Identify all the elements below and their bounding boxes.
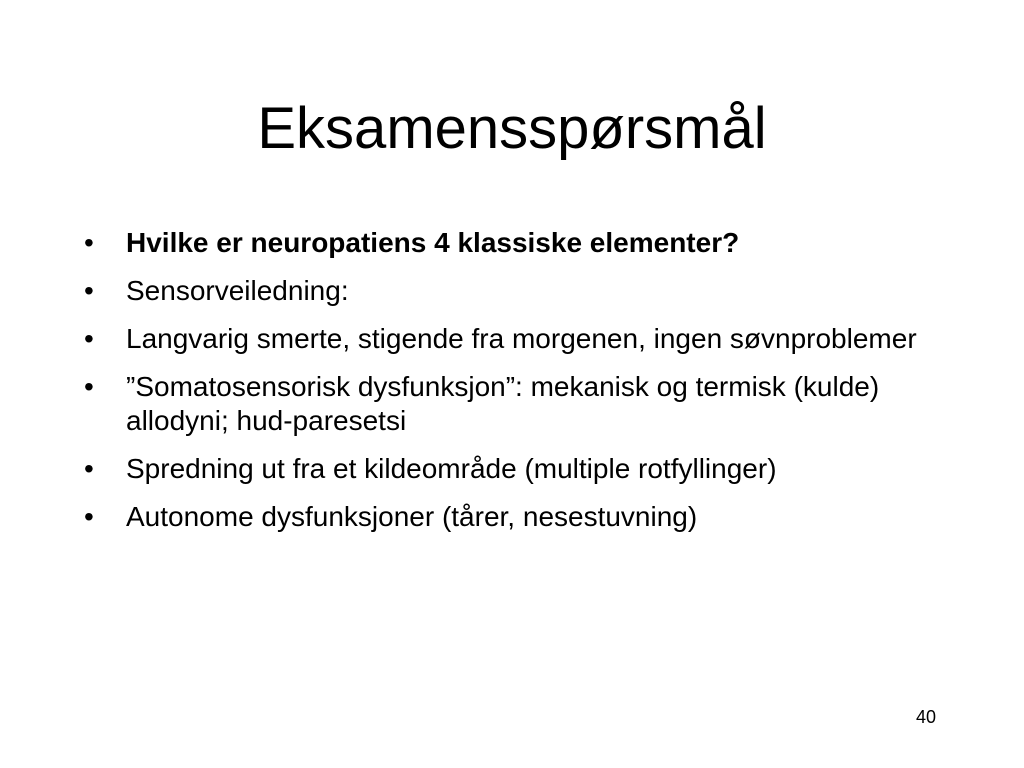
bullet-item-sensorveiledning [84, 274, 964, 308]
bullet-icon: • [84, 453, 94, 484]
bullet-text: Sensorveiledning: [126, 275, 349, 306]
bullet-list [84, 226, 964, 548]
bullet-text: ”Somatosensorisk dysfunksjon”: mekanisk og termisk (kulde) allodyni; hud-paresetsi [126, 371, 880, 436]
bullet-item-langvarig-smerte [84, 322, 964, 356]
bullet-text: Hvilke er neuropatiens 4 klassiske elementer? [126, 227, 740, 258]
bullet-icon: • [84, 371, 94, 402]
bullet-icon: • [84, 275, 94, 306]
bullet-item-autonome [84, 500, 964, 534]
bullet-icon: • [84, 323, 94, 354]
page-number: 40 [915, 707, 936, 727]
bullet-icon: • [84, 501, 94, 532]
slide-title: Eksamensspørsmål [257, 96, 767, 161]
bullet-item-somatosensorisk [84, 370, 964, 438]
bullet-text: Spredning ut fra et kildeområde (multiple rotfyllinger) [126, 453, 777, 484]
bullet-text: Autonome dysfunksjoner (tårer, nesestuvning) [126, 501, 698, 532]
bullet-icon: • [84, 227, 94, 258]
bullet-item-question [84, 226, 964, 260]
bullet-item-spredning [84, 452, 964, 486]
bullet-text: Langvarig smerte, stigende fra morgenen, ingen søvnproblemer [126, 323, 917, 354]
